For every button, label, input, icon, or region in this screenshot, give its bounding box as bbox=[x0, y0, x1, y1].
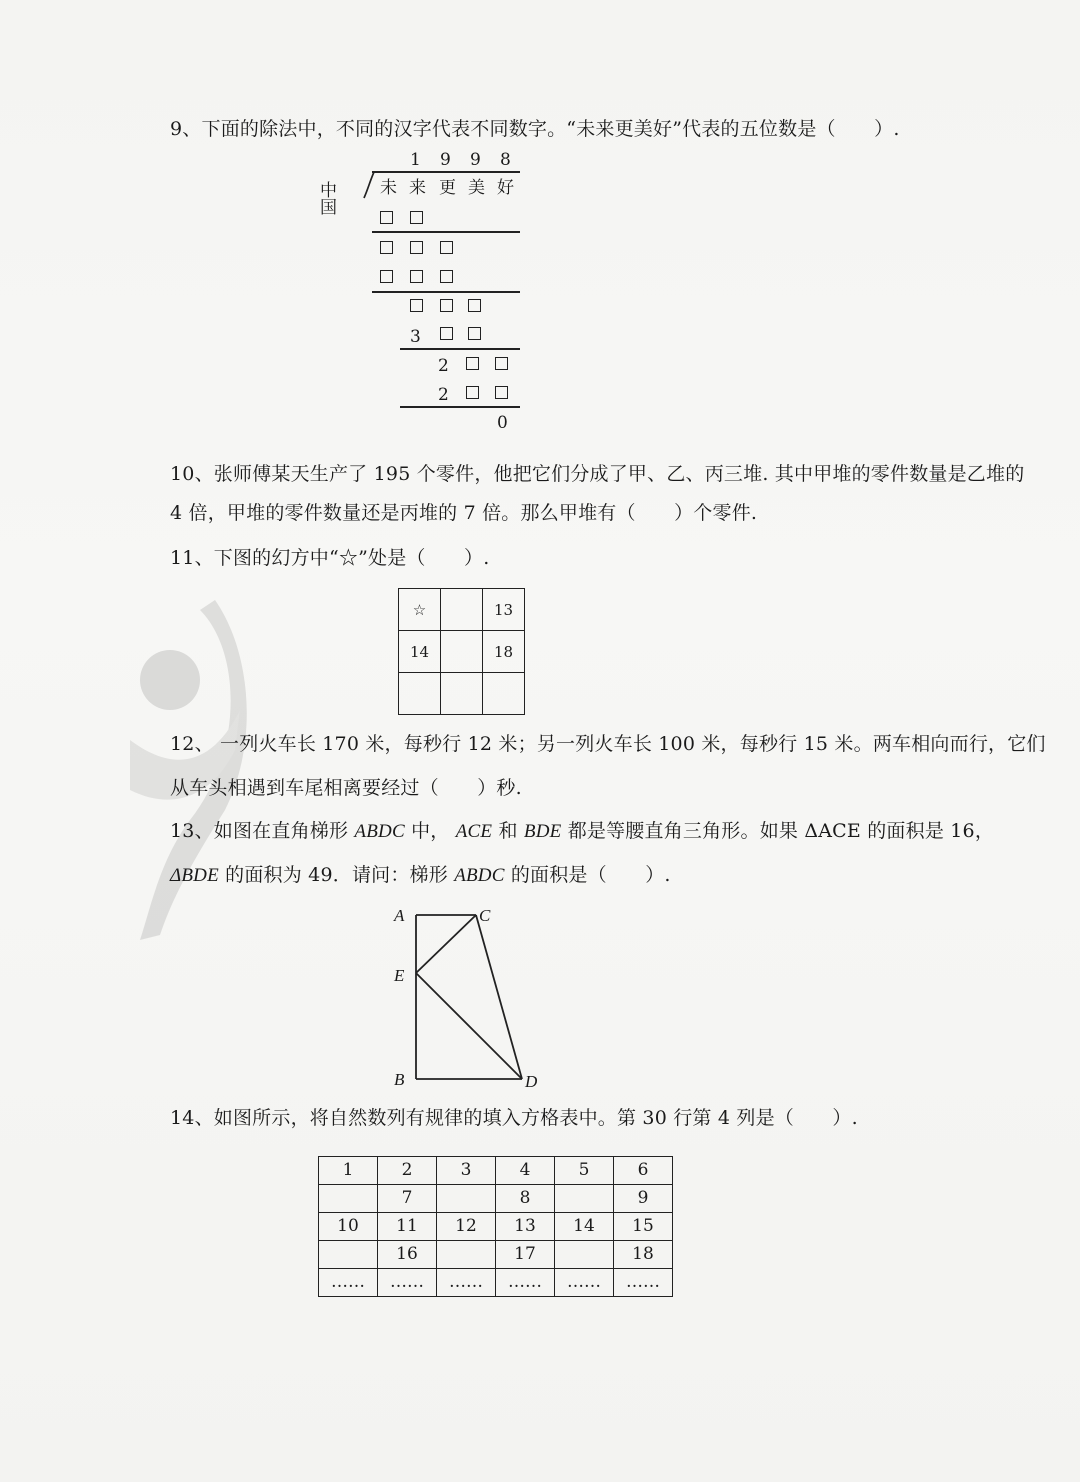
table-cell bbox=[555, 1241, 614, 1269]
table-cell: 6 bbox=[614, 1157, 673, 1185]
digit-box bbox=[495, 357, 508, 370]
digit-box bbox=[495, 386, 508, 399]
table-cell: 8 bbox=[496, 1185, 555, 1213]
given-digit: 2 bbox=[438, 356, 449, 376]
q13-line1-mid2: 和 bbox=[492, 820, 524, 842]
magic-cell bbox=[441, 589, 483, 631]
digit-box bbox=[440, 299, 453, 312]
q13-line1-mid1: 中， bbox=[404, 820, 456, 842]
dividend-char: 好 bbox=[497, 178, 514, 198]
table-cell: 16 bbox=[378, 1241, 437, 1269]
remainder: 0 bbox=[497, 413, 508, 433]
table-cell: …… bbox=[378, 1269, 437, 1297]
magic-cell: ☆ bbox=[399, 589, 441, 631]
q13-abdc: ABDC bbox=[354, 821, 405, 842]
table-cell: 9 bbox=[614, 1185, 673, 1213]
table-cell: 10 bbox=[319, 1213, 378, 1241]
table-cell bbox=[319, 1241, 378, 1269]
magic-cell: 18 bbox=[483, 631, 525, 673]
table-cell: 5 bbox=[555, 1157, 614, 1185]
given-digit: 2 bbox=[438, 385, 449, 405]
table-cell: 7 bbox=[378, 1185, 437, 1213]
division-line bbox=[400, 406, 520, 408]
digit-box bbox=[440, 327, 453, 340]
q13-bde-triangle: ΔBDE bbox=[170, 865, 219, 886]
division-line bbox=[400, 348, 520, 350]
digit-box bbox=[440, 270, 453, 283]
digit-box bbox=[466, 357, 479, 370]
q13-line2-mid: 的面积为 49．请问：梯形 bbox=[218, 864, 455, 886]
dividend-char: 未 bbox=[380, 178, 397, 198]
digit-box bbox=[468, 299, 481, 312]
table-cell: …… bbox=[614, 1269, 673, 1297]
division-bracket bbox=[362, 171, 376, 199]
magic-cell: 14 bbox=[399, 631, 441, 673]
magic-cell bbox=[441, 673, 483, 715]
magic-cell bbox=[483, 673, 525, 715]
table-cell: 12 bbox=[437, 1213, 496, 1241]
magic-cell: 13 bbox=[483, 589, 525, 631]
dividend-char: 更 bbox=[439, 178, 456, 198]
number-table bbox=[318, 1156, 673, 1297]
q13-abdc-2: ABDC bbox=[454, 865, 505, 886]
table-row bbox=[319, 1213, 673, 1241]
digit-box bbox=[380, 241, 393, 254]
table-cell: 1 bbox=[319, 1157, 378, 1185]
table-cell: 18 bbox=[614, 1241, 673, 1269]
digit-box bbox=[380, 270, 393, 283]
label-d: D bbox=[525, 1072, 538, 1091]
table-cell: …… bbox=[437, 1269, 496, 1297]
q10-line2: 4 倍，甲堆的零件数量还是丙堆的 7 倍。那么甲堆有（ ）个零件. bbox=[170, 502, 758, 524]
digit-box bbox=[410, 241, 423, 254]
table-cell: 3 bbox=[437, 1157, 496, 1185]
division-line bbox=[372, 291, 520, 293]
q13-line2-post: 的面积是（ ）. bbox=[504, 864, 671, 886]
q13-line2 bbox=[170, 866, 671, 885]
division-line bbox=[372, 231, 520, 233]
q13-line1 bbox=[170, 822, 994, 841]
q12-line2: 从车头相遇到车尾相离要经过（ ）秒. bbox=[170, 777, 522, 799]
quotient-digit: 8 bbox=[500, 150, 511, 170]
q12-line1: 12、 一列火车长 170 米，每秒行 12 米；另一列火车长 100 米，每秒行 15 米。两车相向而行，它们 bbox=[170, 733, 1046, 755]
label-e: E bbox=[394, 966, 405, 985]
q13-ace: ACE bbox=[455, 821, 493, 842]
q13-line1-pre: 13、如图在直角梯形 bbox=[170, 820, 355, 842]
table-row bbox=[319, 1185, 673, 1213]
q13-line1-post: 都是等腰直角三角形。如果 ΔACE 的面积是 16， bbox=[561, 820, 995, 842]
digit-box bbox=[440, 241, 453, 254]
digit-box bbox=[380, 211, 393, 224]
trapezoid-figure bbox=[400, 905, 540, 1090]
table-cell: 17 bbox=[496, 1241, 555, 1269]
table-cell bbox=[555, 1185, 614, 1213]
table-cell: 2 bbox=[378, 1157, 437, 1185]
dividend-char: 美 bbox=[468, 178, 485, 198]
table-cell bbox=[319, 1185, 378, 1213]
digit-box bbox=[466, 386, 479, 399]
table-row bbox=[319, 1157, 673, 1185]
digit-box bbox=[410, 299, 423, 312]
table-row bbox=[319, 1241, 673, 1269]
q14-text: 14、如图所示，将自然数列有规律的填入方格表中。第 30 行第 4 列是（ ）. bbox=[170, 1107, 858, 1129]
label-a: A bbox=[394, 906, 405, 925]
quotient-digit: 9 bbox=[440, 150, 451, 170]
table-cell: 15 bbox=[614, 1213, 673, 1241]
table-cell: …… bbox=[496, 1269, 555, 1297]
table-row bbox=[319, 1269, 673, 1297]
q11-text: 11、下图的幻方中“☆”处是（ ）. bbox=[170, 547, 490, 569]
digit-box bbox=[468, 327, 481, 340]
table-cell bbox=[437, 1185, 496, 1213]
q10-line1: 10、张师傅某天生产了 195 个零件，他把它们分成了甲、乙、丙三堆. 其中甲堆的零件数量是乙堆的 bbox=[170, 463, 1025, 485]
magic-square bbox=[398, 588, 525, 715]
magic-cell bbox=[399, 673, 441, 715]
digit-box bbox=[410, 211, 423, 224]
label-c: C bbox=[479, 906, 491, 925]
digit-box bbox=[410, 270, 423, 283]
given-digit: 3 bbox=[410, 327, 421, 347]
table-cell: 14 bbox=[555, 1213, 614, 1241]
watermark-logo-icon bbox=[130, 590, 260, 950]
q9-text: 9、下面的除法中，不同的汉字代表不同数字。“未来更美好”代表的五位数是（ ）. bbox=[170, 118, 900, 140]
dividend-char: 来 bbox=[409, 178, 426, 198]
quotient-digit: 1 bbox=[410, 150, 421, 170]
table-cell: …… bbox=[555, 1269, 614, 1297]
quotient-digit: 9 bbox=[470, 150, 481, 170]
magic-cell bbox=[441, 631, 483, 673]
table-cell bbox=[437, 1241, 496, 1269]
label-b: B bbox=[394, 1070, 405, 1089]
q13-bde: BDE bbox=[523, 821, 562, 842]
table-cell: 4 bbox=[496, 1157, 555, 1185]
divisor: 中 国 bbox=[320, 181, 341, 218]
table-cell: 11 bbox=[378, 1213, 437, 1241]
division-bar bbox=[372, 171, 520, 173]
table-cell: 13 bbox=[496, 1213, 555, 1241]
table-cell: …… bbox=[319, 1269, 378, 1297]
